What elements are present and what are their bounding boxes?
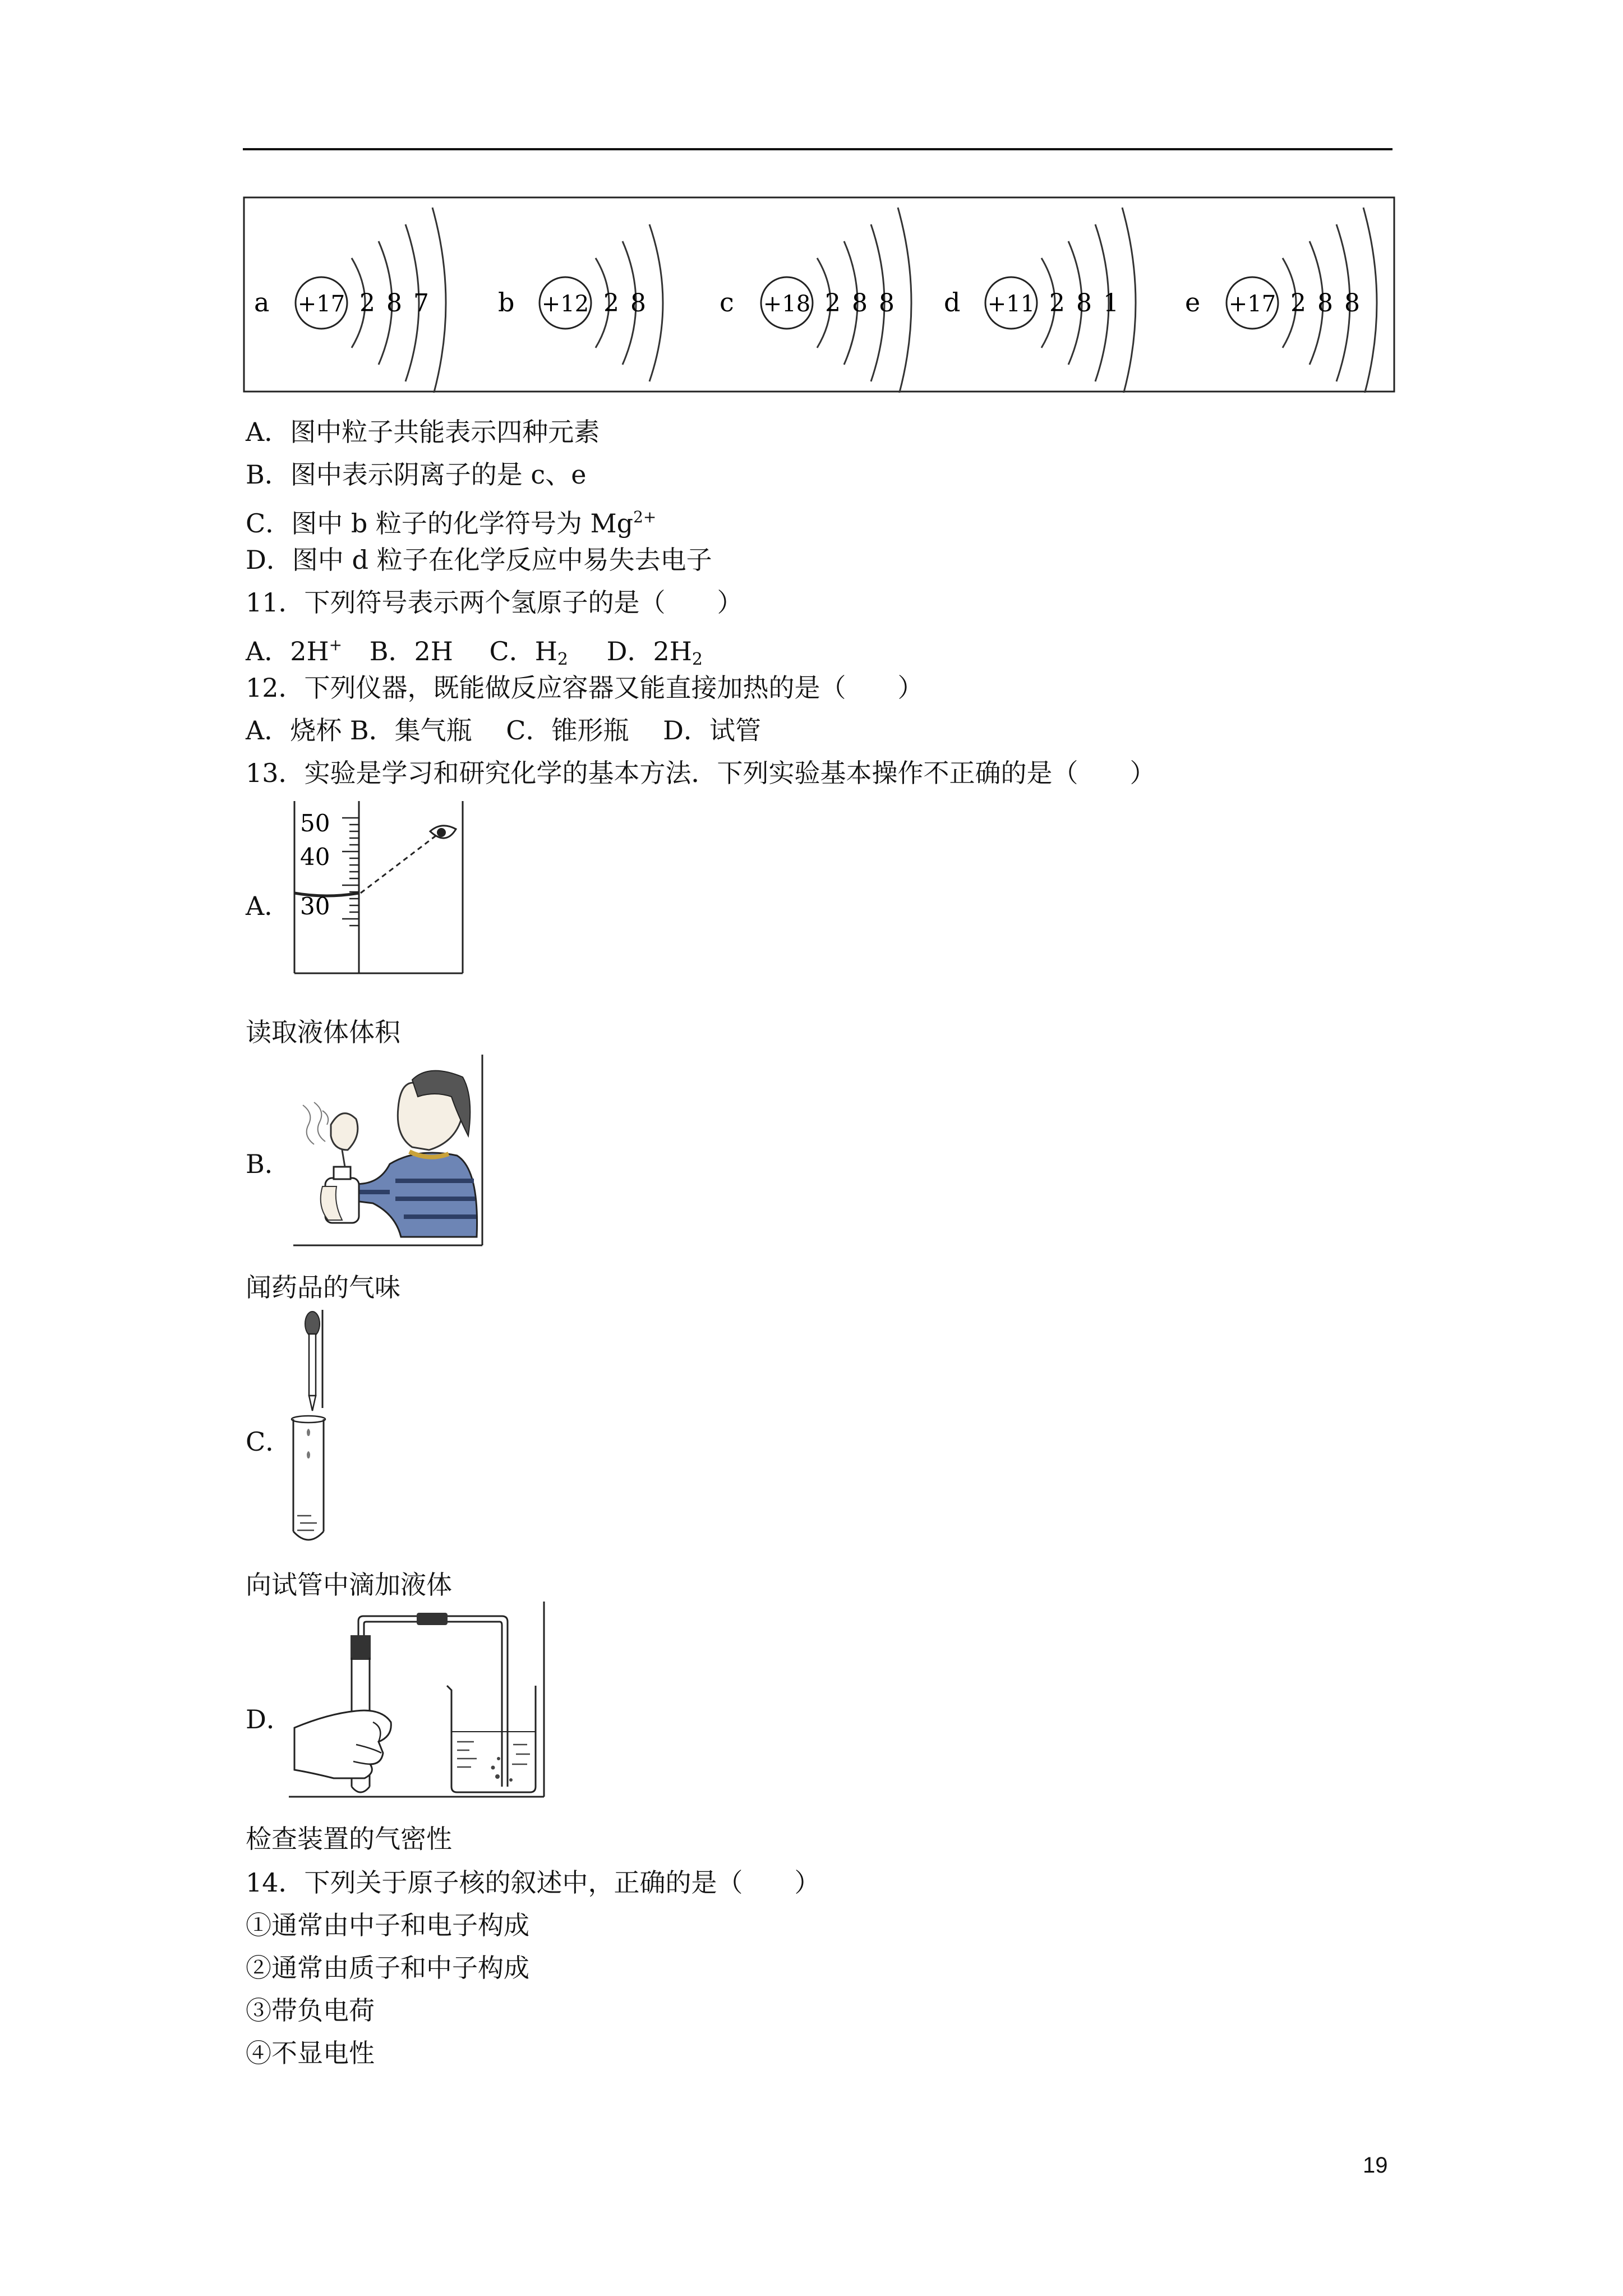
q14-item-3: ③带负电荷 (246, 1995, 375, 2026)
atom-structure-diagram (243, 196, 1395, 393)
q11-option-c-subscript: 2 (557, 650, 568, 669)
q14-item-1: ①通常由中子和电子构成 (246, 1910, 529, 1940)
cylinder-tick-40: 40 (300, 843, 330, 871)
q10-option-c (246, 500, 656, 540)
nucleus-charge: +17 (297, 291, 345, 317)
q13-option-d-caption: 检查装置的气密性 (246, 1824, 452, 1854)
q11-stem: 11．下列符号表示两个氢原子的是（ ） (246, 587, 743, 618)
electron-count: 2 (825, 289, 841, 318)
q14-stem: 14．下列关于原子核的叙述中，正确的是（ ） (246, 1867, 820, 1898)
electron-count: 2 (1290, 289, 1306, 318)
odor-waves-icon (303, 1102, 328, 1144)
electron-shell-arc (432, 208, 446, 393)
q11-option-c-label: C．H (489, 636, 557, 666)
q11-option-d-label: D．2H (606, 636, 692, 666)
q13-option-c-label: C． (246, 1427, 292, 1457)
electron-count: 2 (1049, 289, 1065, 318)
electron-count: 8 (1344, 289, 1360, 318)
person-illustration (351, 1071, 477, 1237)
dropper-test-tube-figure (289, 1307, 334, 1548)
q10-option-c-text: C．图中 b 粒子的化学符号为 Mg (246, 508, 634, 539)
q10-option-c-charge: 2+ (633, 508, 657, 526)
page-number: 19 (1363, 2153, 1388, 2178)
atom-letter: d (944, 287, 961, 318)
q10-option-b: B．图中表示阴离子的是 c、e (246, 459, 587, 490)
q14-item-4: ④不显电性 (246, 2038, 375, 2068)
nucleus-charge: +11 (987, 291, 1035, 317)
atom-b (498, 224, 663, 381)
nucleus-charge: +12 (541, 291, 589, 317)
electron-shell-arc (1122, 208, 1136, 393)
atom-e (1185, 208, 1377, 393)
electron-count: 2 (603, 289, 619, 318)
q13-option-c-caption: 向试管中滴加液体 (246, 1570, 452, 1600)
electron-count: 8 (630, 289, 646, 318)
electron-count: 2 (359, 289, 375, 318)
q11-options (246, 628, 703, 677)
electron-shell-arc (1363, 208, 1377, 393)
q13-option-b-caption: 闻药品的气味 (246, 1272, 400, 1303)
q13-option-b-label: B． (246, 1149, 291, 1179)
airtightness-check-figure (289, 1602, 547, 1803)
atom-letter: a (254, 287, 270, 318)
electron-count: 8 (1076, 289, 1092, 318)
test-tube-icon (292, 1416, 325, 1540)
atom-a (254, 208, 446, 393)
q11-option-a-value: 2H (290, 636, 329, 666)
electron-count: 7 (413, 289, 429, 318)
electron-shell-arc (898, 208, 911, 393)
q13-stem: 13．实验是学习和研究化学的基本方法．下列实验基本操作不正确的是（ ） (246, 758, 1156, 788)
electron-count: 8 (1317, 289, 1333, 318)
q13-option-a-label: A． (246, 891, 291, 921)
graduated-cylinder-figure (289, 797, 465, 979)
q11-option-b: B．2H (369, 636, 453, 666)
cylinder-tick-50: 50 (300, 809, 330, 837)
hand-waving-icon (331, 1114, 358, 1167)
q12-stem: 12．下列仪器，既能做反应容器又能直接加热的是（ ） (246, 673, 924, 703)
atom-d (944, 208, 1136, 393)
electron-shell-arc (649, 224, 663, 381)
hand-illustration (294, 1710, 391, 1778)
q11-option-d-subscript: 2 (691, 650, 703, 669)
electron-count: 8 (879, 289, 895, 318)
atom-letter: e (1185, 287, 1201, 318)
electron-count: 8 (852, 289, 868, 318)
glass-tube-icon (358, 1616, 508, 1787)
atom-letter: c (720, 287, 734, 318)
atom-c (720, 208, 911, 393)
electron-count: 1 (1103, 289, 1119, 318)
q12-options: A．烧杯 B．集气瓶 C．锥形瓶 D．试管 (246, 715, 761, 746)
nucleus-charge: +17 (1228, 291, 1276, 317)
q11-option-a-charge: + (329, 636, 343, 654)
q13-option-a-caption: 读取液体体积 (246, 1017, 400, 1047)
header-rule (243, 148, 1393, 150)
beaker-icon (447, 1686, 536, 1792)
atom-letter: b (498, 287, 515, 318)
q13-option-d-label: D． (246, 1704, 292, 1734)
q10-option-a: A．图中粒子共能表示四种元素 (246, 417, 600, 447)
reagent-bottle-icon (321, 1167, 359, 1223)
electron-count: 8 (386, 289, 402, 318)
q10-option-d: D．图中 d 粒子在化学反应中易失去电子 (246, 545, 712, 575)
q11-option-a-label: A． (246, 636, 291, 666)
nucleus-charge: +18 (763, 291, 811, 317)
smelling-odor-figure (289, 1052, 488, 1251)
rubber-connector-icon (417, 1613, 448, 1625)
dropper-icon (305, 1312, 320, 1411)
q14-item-2: ②通常由质子和中子构成 (246, 1953, 529, 1983)
cylinder-tick-30: 30 (300, 892, 330, 920)
